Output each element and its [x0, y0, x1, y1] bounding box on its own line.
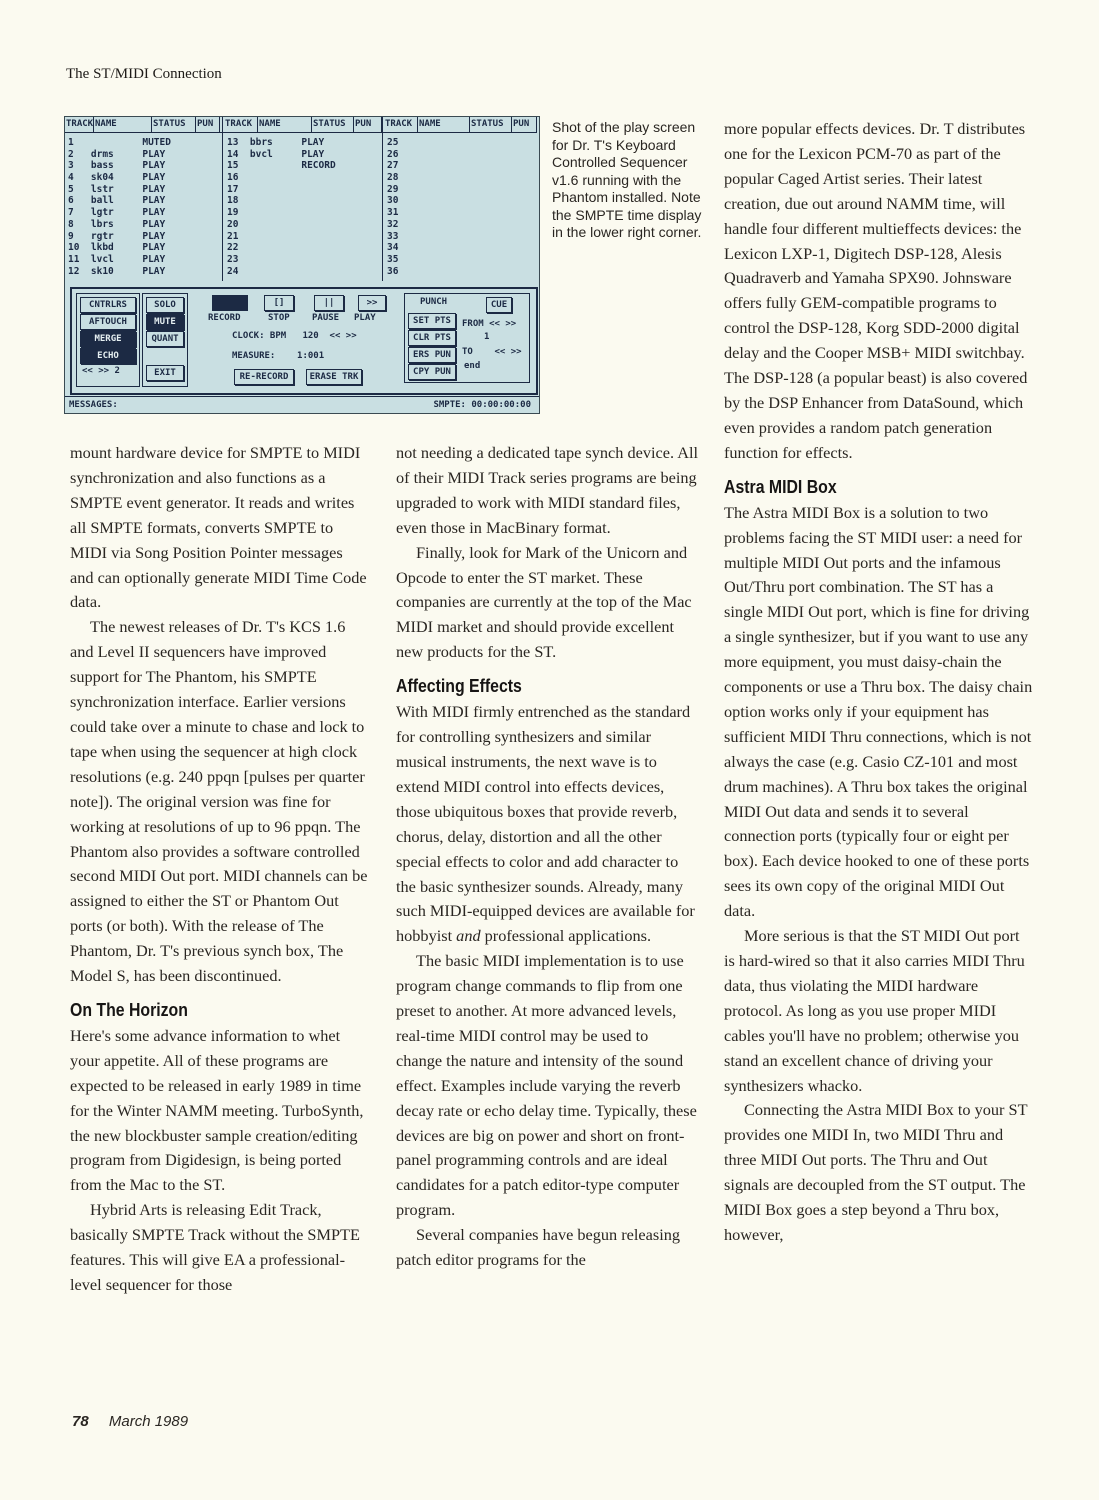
col-track: TRACK	[384, 117, 418, 132]
section-heading: Affecting Effects	[396, 676, 522, 697]
track-row[interactable]: 11 lvcl PLAY	[68, 253, 166, 265]
page-number: 78	[72, 1413, 89, 1430]
col-name: NAME	[94, 117, 152, 132]
track-row[interactable]: 9 rgtr PLAY	[68, 230, 166, 242]
paragraph: More serious is that the ST MIDI Out port is hard-wired so that it also carries MIDI Thru data, thus violating the MIDI hardware protocol. As long as you use proper MIDI cables you'll have no problem; otherwise you stand an excellent chance of driving your synthesizers whacko.	[724, 926, 1025, 1095]
col-pun: PUN	[196, 117, 220, 132]
issue-date: March 1989	[108, 1413, 189, 1430]
track-list-1	[68, 137, 171, 277]
track-row[interactable]: 10 lkbd PLAY	[68, 242, 166, 254]
stop-label: STOP	[268, 313, 290, 323]
solo-button[interactable]: SOLO	[146, 297, 184, 313]
clear-points-button[interactable]: CLR PTS	[408, 330, 456, 346]
emphasis: and	[456, 926, 481, 946]
play-label: PLAY	[354, 313, 376, 323]
col-pun: PUN	[354, 117, 382, 132]
track-row[interactable]: 2 drms PLAY	[68, 148, 166, 160]
track-row[interactable]: 8 lbrs PLAY	[68, 218, 166, 230]
copy-punch-button[interactable]: CPY PUN	[408, 364, 456, 380]
track-list-3	[387, 137, 398, 277]
paragraph-text: professional applications.	[480, 926, 652, 946]
block-divider	[222, 117, 223, 281]
erase-track-button[interactable]: ERASE TRK	[306, 369, 362, 385]
track-row[interactable]: 14 bvcl PLAY	[227, 148, 325, 160]
cue-button[interactable]: CUE	[486, 297, 512, 313]
paragraph	[396, 700, 698, 949]
echo-count-stepper[interactable]: << >> 2	[82, 366, 120, 376]
aftouch-button[interactable]: AFTOUCH	[80, 314, 136, 330]
section-heading: Astra MIDI Box	[724, 476, 837, 497]
track-row[interactable]: 16	[227, 172, 239, 184]
control-panel	[70, 287, 538, 395]
stop-button[interactable]: []	[264, 295, 294, 311]
re-record-button[interactable]: RE-RECORD	[234, 369, 294, 385]
mute-button[interactable]: MUTE	[146, 314, 184, 330]
track-row[interactable]: 6 ball PLAY	[68, 195, 166, 207]
track-row[interactable]: 18	[227, 195, 239, 207]
paragraph: Several companies have begun releasing patch editor programs for the	[396, 1225, 681, 1270]
track-row[interactable]: 33	[387, 230, 399, 242]
smpte-time-display: SMPTE: 00:00:00:00	[433, 400, 531, 410]
to-stepper[interactable]: TO << >>	[462, 347, 522, 357]
clock-readout: CLOCK: BPM 120 << >>	[232, 331, 357, 341]
track-row[interactable]: 15 RECORD	[227, 160, 336, 172]
track-row[interactable]: 20	[227, 218, 239, 230]
track-row[interactable]: 29	[387, 183, 399, 195]
track-row[interactable]: 31	[387, 207, 399, 219]
measure-readout: MEASURE: 1:001	[232, 351, 325, 361]
track-row[interactable]: 1 MUTED	[68, 137, 171, 148]
track-row[interactable]: 19	[227, 207, 239, 219]
section-heading: On The Horizon	[70, 999, 188, 1020]
track-row[interactable]: 5 lstr PLAY	[68, 183, 166, 195]
from-value: 1	[484, 332, 490, 342]
paragraph-text: With MIDI firmly entrenched as the standard for controlling synthesizers and similar musical instruments, the next wave is to extend MIDI control into effects devices, those ubiquitous boxes that provide reverb, chorus, delay, distortion and all the other special effects to color and add character to the basic synthesizer sounds. Already, many such MIDI-equipped devices are available for hobbyist	[396, 702, 695, 946]
record-label: RECORD	[208, 313, 241, 323]
col-status: STATUS	[470, 117, 512, 132]
track-row[interactable]: 26	[387, 148, 399, 160]
block-divider	[382, 117, 383, 281]
paragraph: Connecting the Astra MIDI Box to your ST provides one MIDI In, two MIDI Thru and three MIDI Out ports. The Thru and Out signals are decoupled from the ST output. The MIDI Box goes a step beyond a Thru box, however,	[724, 1100, 1028, 1244]
to-value: end	[464, 361, 481, 371]
from-stepper[interactable]: FROM << >>	[462, 319, 517, 329]
track-row[interactable]: 13 bbrs PLAY	[227, 137, 325, 148]
col-pun: PUN	[512, 117, 537, 132]
paragraph: Hybrid Arts is releasing Edit Track, basically SMPTE Track without the SMPTE features. This will give EA a professional-level sequencer for those	[70, 1200, 360, 1294]
col-status: STATUS	[312, 117, 354, 132]
track-row[interactable]: 34	[387, 242, 399, 254]
track-row[interactable]: 21	[227, 230, 239, 242]
exit-button[interactable]: EXIT	[146, 365, 184, 381]
page-footer	[72, 1413, 188, 1430]
track-row[interactable]: 35	[387, 253, 399, 265]
col-name: NAME	[258, 117, 312, 132]
col-track: TRACK	[65, 117, 94, 132]
track-row[interactable]: 25	[387, 137, 399, 148]
play-button[interactable]: >>	[358, 295, 386, 311]
paragraph: Here's some advance information to whet your appetite. All of these programs are expected to be released in early 1989 in time for the Winter NAMM meeting. TurboSynth, the new blockbuster sample creation/editing program from Digidesign, is being ported from the Mac to the ST.	[70, 1025, 364, 1195]
quant-button[interactable]: QUANT	[146, 331, 184, 347]
track-list-2	[227, 137, 336, 277]
col-track: TRACK	[224, 117, 258, 132]
paragraph: more popular effects devices. Dr. T distributes one for the Lexicon PCM-70 as part of the popular Caged Artist series. Their latest creation, due out around NAMM time, will handle four different multieffects devices: the Lexicon LXP-1, Digitech DSP-128, Alesis Quadraverb and Yamaha SPX90. Johnsware offers fully GEM-compatible programs to control the DSP-128, Korg SDD-2000 digital delay and the Cooper MSB+ MIDI switchbay. The DSP-128 (a popular beast) is also covered by the DSP Enhancer from DataSound, which even provides a random patch generation function for effects.	[724, 119, 1028, 462]
text-column-3	[724, 117, 1034, 1248]
track-row[interactable]: 28	[387, 172, 399, 184]
track-row[interactable]: 3 bass PLAY	[68, 160, 166, 172]
text-column-2	[396, 441, 698, 1273]
track-row[interactable]: 27	[387, 160, 399, 172]
message-bar	[65, 396, 539, 413]
track-row[interactable]: 12 sk10 PLAY	[68, 265, 166, 277]
paragraph: The Astra MIDI Box is a solution to two problems facing the ST MIDI user: a need for multiple MIDI Out ports and the infamous Out/Thru port combination. The ST has a single MIDI Out port, which is fine for driving a single synthesizer, but if you want to use any more equipment, you must daisy-chain the components or use a Thru box. The daisy chain option works only if your equipment has sufficient MIDI Thru connections, which is not always the case (e.g. Casio CZ-101 and most drum machines). A Thru box takes the original MIDI Out data and sends it to several connection ports (typically four or eight per box). Each device hooked to one of these ports sees its own copy of the original MIDI Out data.	[724, 502, 1033, 921]
paragraph: Finally, look for Mark of the Unicorn and Opcode to enter the ST market. These companies are currently at the top of the Mac MIDI market and should provide excellent new products for the ST.	[396, 542, 692, 662]
track-row[interactable]: 36	[387, 265, 399, 277]
track-row[interactable]: 24	[227, 265, 239, 277]
paragraph: The basic MIDI implementation is to use program change commands to flip from one preset to another. At more advanced levels, real-time MIDI control may be used to change the nature and intensity of the sound effect. Examples include varying the reverb decay rate or echo delay time. Typically, these devices are big on power and short on front-panel programming controls and are ideal candidates for a patch editor-type computer program.	[396, 951, 697, 1220]
track-row[interactable]: 22	[227, 242, 239, 254]
merge-button[interactable]: MERGE	[80, 331, 136, 347]
echo-button[interactable]: ECHO	[80, 348, 136, 364]
track-row[interactable]: 4 sk04 PLAY	[68, 172, 166, 184]
track-row[interactable]: 30	[387, 195, 399, 207]
track-row[interactable]: 32	[387, 218, 399, 230]
track-row[interactable]: 7 lgtr PLAY	[68, 207, 166, 219]
record-indicator	[212, 295, 248, 311]
col-name: NAME	[418, 117, 470, 132]
running-header: The ST/MIDI Connection	[66, 66, 222, 82]
track-row[interactable]: 23	[227, 253, 239, 265]
pause-label: PAUSE	[312, 313, 340, 323]
set-points-button[interactable]: SET PTS	[408, 313, 456, 329]
messages-label: MESSAGES:	[69, 400, 118, 410]
paragraph: mount hardware device for SMPTE to MIDI synchronization and also functions as a SMPTE event generator. It reads and writes all SMPTE formats, converts SMPTE to MIDI via Song Position Pointer messages and can optionally generate MIDI Time Code data.	[70, 443, 367, 612]
text-column-1	[70, 441, 370, 1298]
track-row[interactable]: 17	[227, 183, 239, 195]
pause-button[interactable]: ||	[314, 295, 344, 311]
sequencer-screenshot	[64, 116, 540, 414]
figure-caption: Shot of the play screen for Dr. T's Keyboard Controlled Sequencer v1.6 running with the Phantom installed. Note the SMPTE time display in the lower right corner.	[552, 119, 702, 240]
col-status: STATUS	[152, 117, 196, 132]
track-grid	[65, 117, 537, 281]
punch-label: PUNCH	[420, 297, 448, 307]
erase-punch-button[interactable]: ERS PUN	[408, 347, 456, 363]
cntrlrs-button[interactable]: CNTRLRS	[80, 297, 136, 313]
paragraph: The newest releases of Dr. T's KCS 1.6 and Level II sequencers have improved support for The Phantom, his SMPTE synchronization interface. Earlier versions could take over a minute to chase and lock to tape when using the sequencer at high clock resolutions (e.g. 240 ppqn [pulses per quarter note]). The original version was fine for working at resolutions of up to 96 ppqn. The Phantom also provides a software controlled second MIDI Out port. MIDI channels can be assigned to either the ST or Phantom Out ports (or both). With the release of The Phantom, Dr. T's previous synch box, The Model S, has been discontinued.	[70, 617, 368, 986]
paragraph: not needing a dedicated tape synch device. All of their MIDI Track series programs are being upgraded to work with MIDI standard files, even those in MacBinary format.	[396, 443, 698, 537]
